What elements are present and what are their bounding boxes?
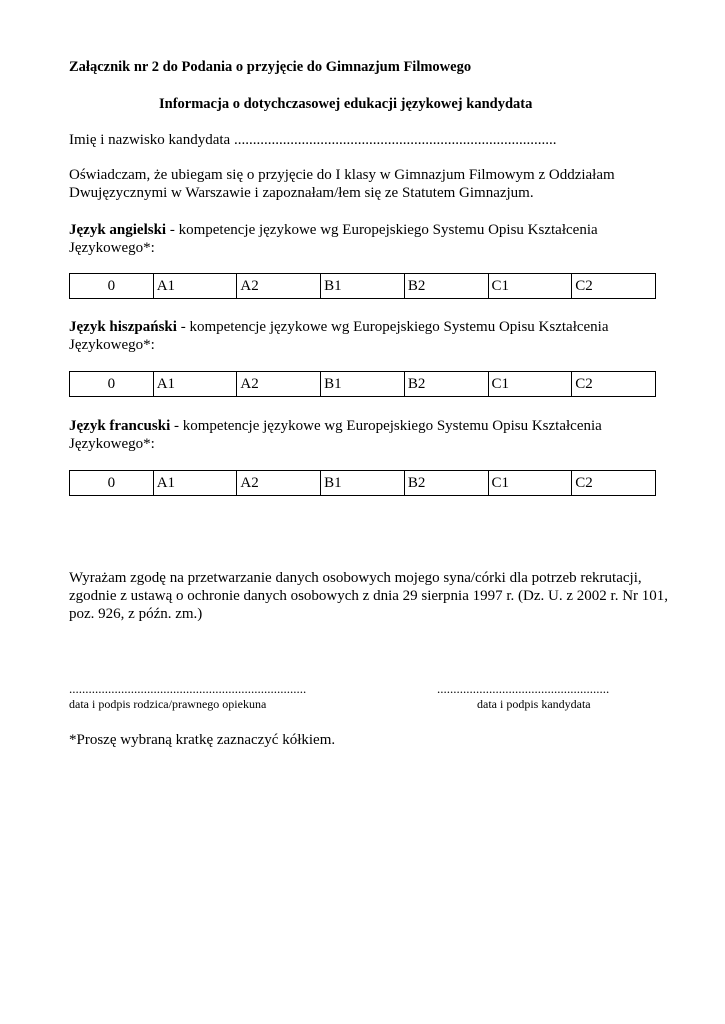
level-cell[interactable]: C1 (488, 471, 572, 496)
level-cell[interactable]: C2 (572, 372, 656, 397)
declaration-text: Oświadczam, że ubiegam się o przyjęcie do I klasy w Gimnazjum Filmowym z Oddziałam Dwujęzycznymi w Warszawie i zapoznałam/łem się ze Statutem Gimnazjum. (69, 167, 615, 201)
candidate-signature-label: data i podpis kandydata (477, 697, 591, 711)
parent-signature-line[interactable]: ......................................................................... (69, 681, 307, 696)
language-description: - kompetencje językowe wg Europejskiego Systemu Opisu Kształcenia Językowego*: (69, 319, 609, 353)
language-name: Język angielski (69, 222, 167, 238)
footnote: *Proszę wybraną kratkę zaznaczyć kółkiem. (69, 732, 336, 748)
level-cell[interactable]: 0 (70, 471, 154, 496)
level-cell[interactable]: C1 (488, 372, 572, 397)
attachment-title: Załącznik nr 2 do Podania o przyjęcie do Gimnazjum Filmowego (69, 59, 472, 75)
level-cell[interactable]: B2 (404, 274, 488, 299)
level-cell[interactable]: 0 (70, 274, 154, 299)
level-cell[interactable]: B1 (321, 274, 405, 299)
level-cell[interactable]: A1 (153, 372, 237, 397)
candidate-signature-line[interactable]: ..................................................... (437, 681, 610, 696)
level-table-french (69, 470, 656, 496)
level-cell[interactable]: B1 (321, 372, 405, 397)
level-cell[interactable]: A2 (237, 471, 321, 496)
level-cell[interactable]: C2 (572, 274, 656, 299)
level-cell[interactable]: C2 (572, 471, 656, 496)
language-description: - kompetencje językowe wg Europejskiego Systemu Opisu Kształcenia Językowego*: (69, 418, 602, 452)
level-cell[interactable]: 0 (70, 372, 154, 397)
level-cell[interactable]: B2 (404, 471, 488, 496)
level-cell[interactable]: A1 (153, 471, 237, 496)
language-heading-french (69, 417, 669, 453)
level-cell[interactable]: C1 (488, 274, 572, 299)
level-cell[interactable]: A1 (153, 274, 237, 299)
level-cell[interactable]: A2 (237, 274, 321, 299)
level-cell[interactable]: B1 (321, 471, 405, 496)
candidate-name-field[interactable]: Imię i nazwisko kandydata ...................................................................................... (69, 132, 557, 148)
form-title: Informacja o dotychczasowej edukacji językowej kandydata (159, 96, 533, 112)
consent-text: Wyrażam zgodę na przetwarzanie danych osobowych mojego syna/córki dla potrzeb rekrutacji, zgodnie z ustawą o ochronie danych osobowych z dnia 29 sierpnia 1997 r. (Dz. U. z 2002 r. Nr 101, poz. 926, z późn. zm.) (69, 570, 669, 622)
language-name: Język francuski (69, 418, 171, 434)
language-heading-english (69, 221, 669, 257)
level-table-spanish (69, 371, 656, 397)
level-cell[interactable]: A2 (237, 372, 321, 397)
language-heading-spanish (69, 318, 669, 354)
parent-signature-label: data i podpis rodzica/prawnego opiekuna (69, 697, 267, 711)
level-cell[interactable]: B2 (404, 372, 488, 397)
level-table-english (69, 273, 656, 299)
language-name: Język hiszpański (69, 319, 177, 335)
language-description: - kompetencje językowe wg Europejskiego Systemu Opisu Kształcenia Językowego*: (69, 222, 598, 256)
